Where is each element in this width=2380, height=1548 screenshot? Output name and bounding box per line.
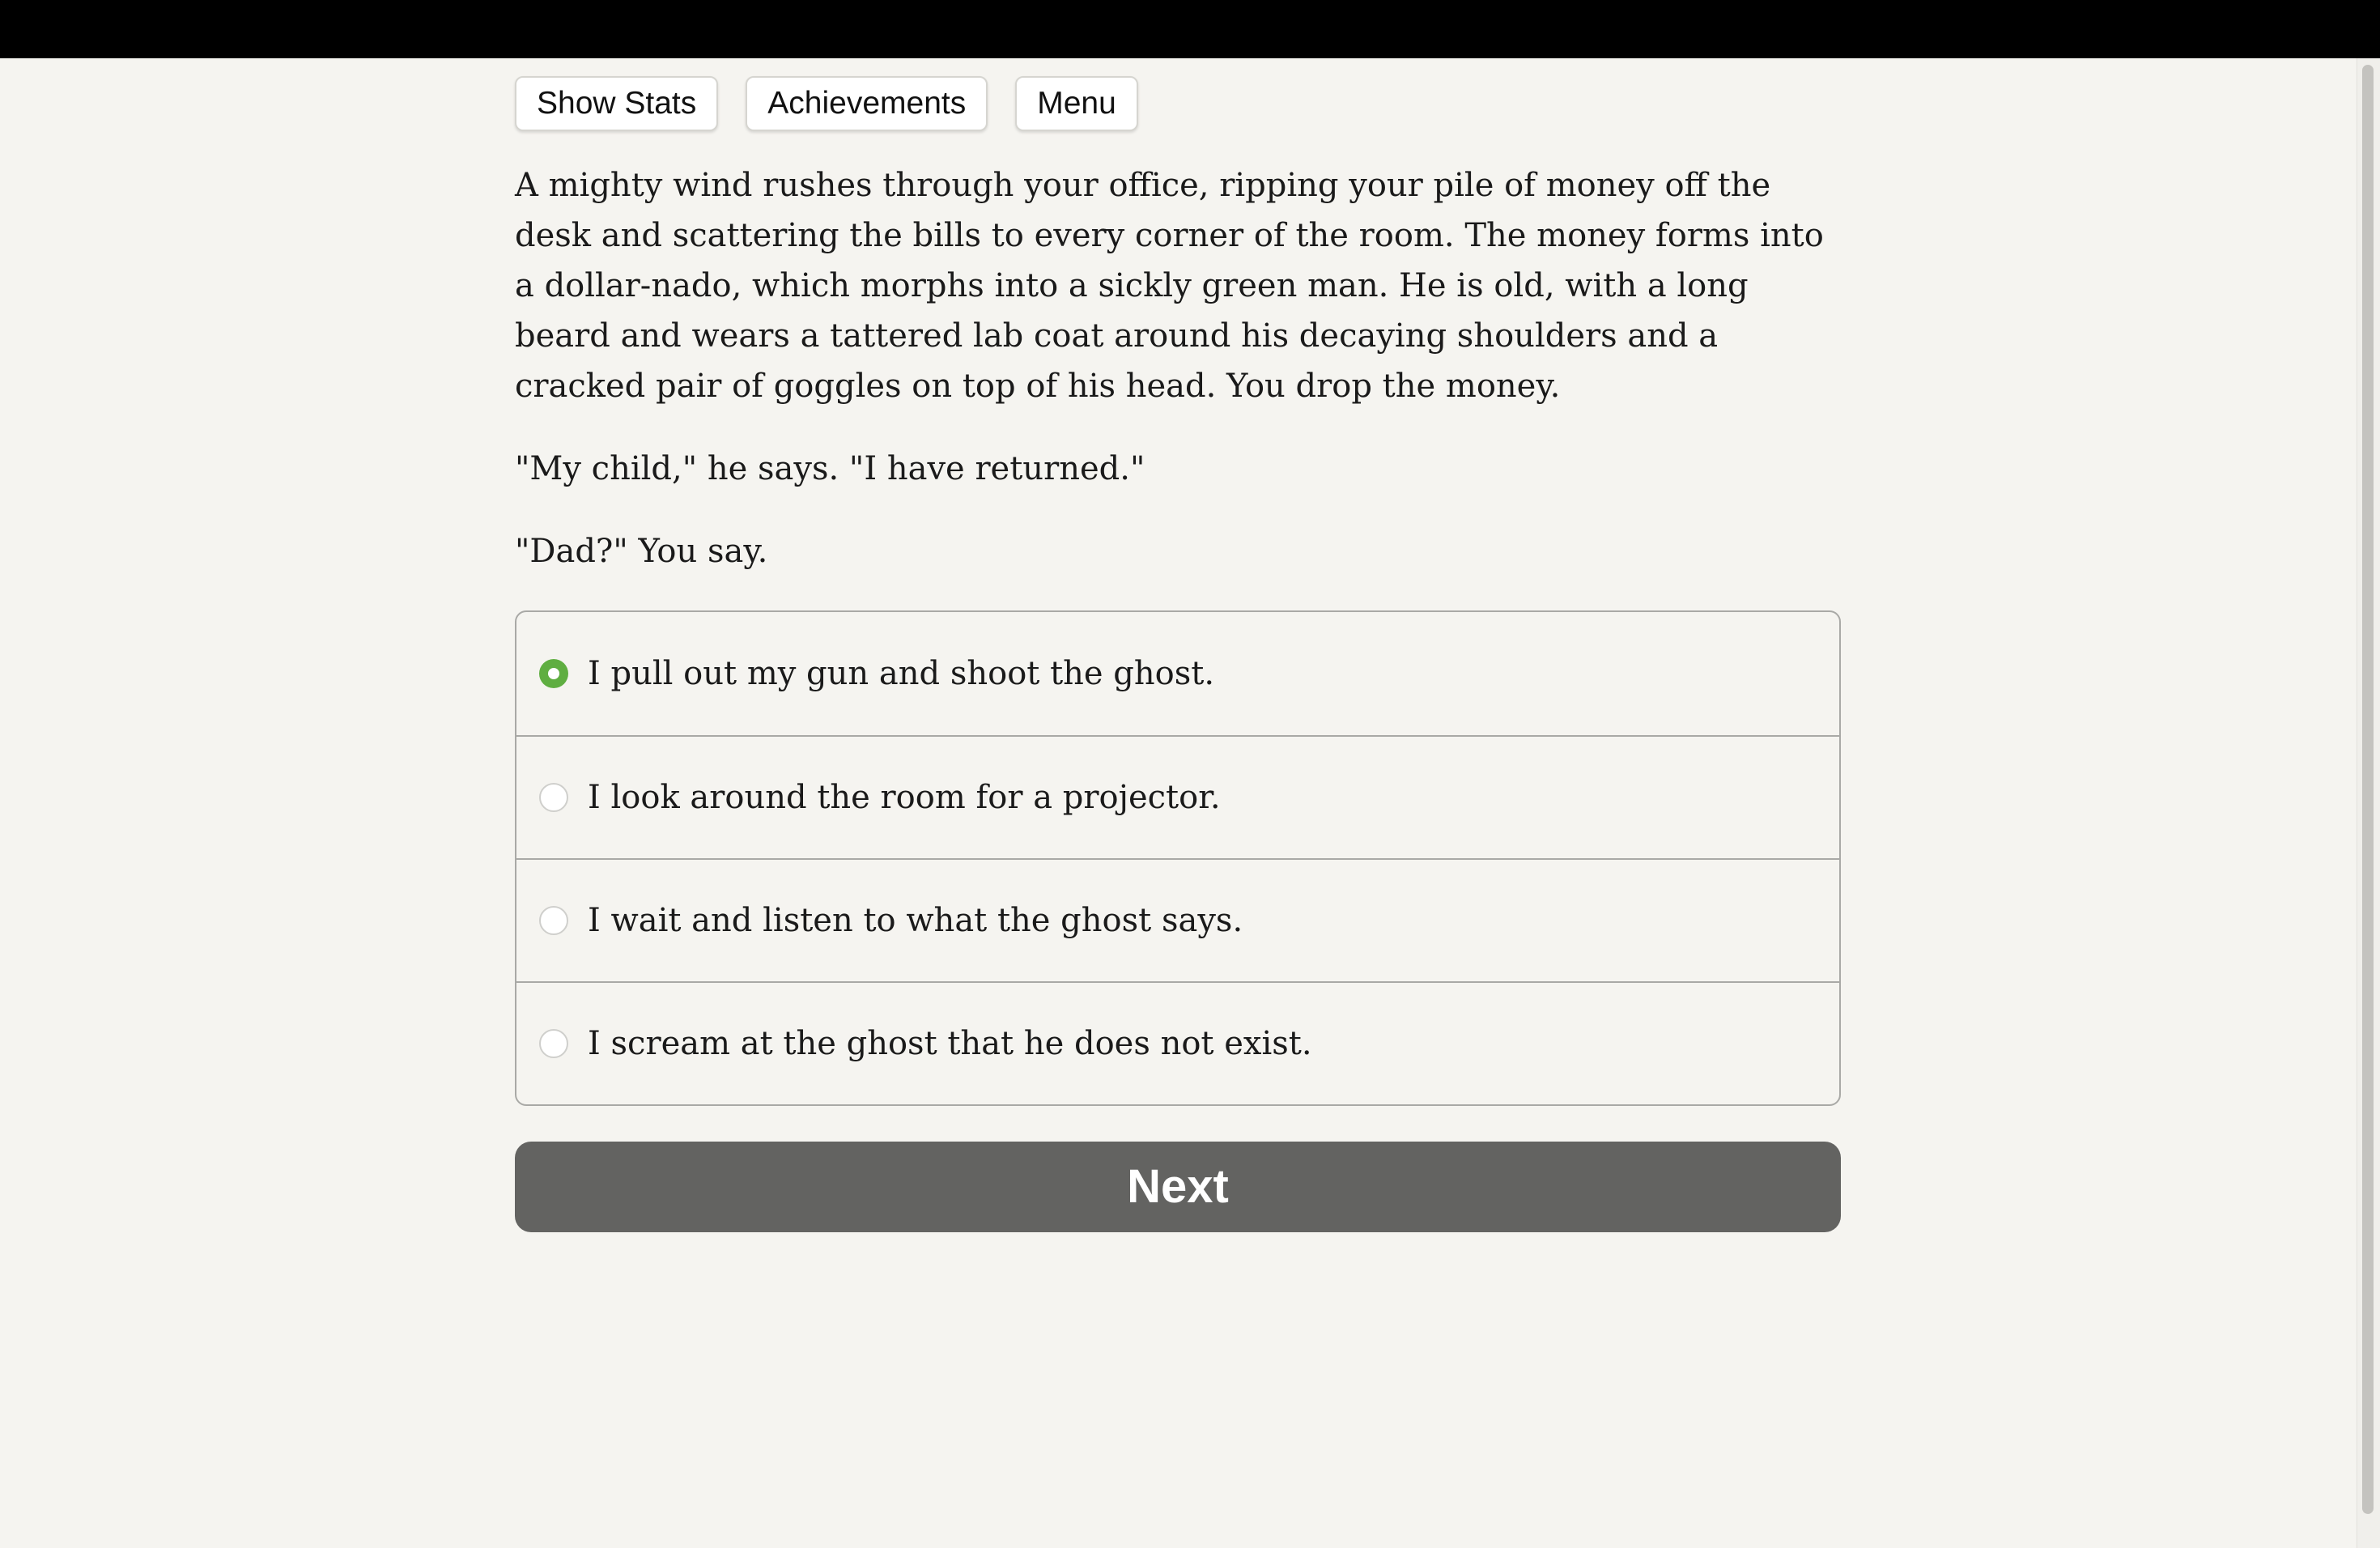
window-top-bar (0, 0, 2380, 58)
game-content (515, 76, 1841, 1232)
radio-unselected-icon[interactable] (539, 1029, 568, 1058)
menu-button[interactable]: Menu (1015, 76, 1138, 131)
achievements-button[interactable]: Achievements (746, 76, 988, 131)
next-button[interactable]: Next (515, 1142, 1841, 1232)
story-paragraph: "Dad?" You say. (515, 533, 768, 570)
choice-label: I scream at the ghost that he does not exist. (588, 1025, 1312, 1062)
radio-unselected-icon[interactable] (539, 783, 568, 812)
story-paragraph: A mighty wind rushes through your office, ripping your pile of money off the desk and scattering the bills to every corner of the room. The money forms into a dollar-nado, which morphs into a sickly green man. He is old, with a long beard and wears a tattered lab coat around his decaying shoulders and a cracked pair of goggles on top of his head. You drop the money. (515, 167, 1824, 405)
page-scrollbar[interactable] (2357, 58, 2380, 1548)
choice-option[interactable] (516, 612, 1839, 735)
choice-label: I look around the room for a projector. (588, 779, 1221, 816)
scrollbar-thumb[interactable] (2362, 65, 2374, 1514)
choice-list (515, 610, 1841, 1106)
radio-unselected-icon[interactable] (539, 906, 568, 935)
top-button-row (515, 76, 1841, 131)
choice-label: I pull out my gun and shoot the ghost. (588, 655, 1215, 692)
choice-label: I wait and listen to what the ghost says. (588, 902, 1243, 939)
show-stats-button[interactable]: Show Stats (515, 76, 718, 131)
radio-selected-icon[interactable] (539, 659, 568, 688)
choice-option[interactable] (516, 858, 1839, 981)
choice-option[interactable] (516, 735, 1839, 858)
story-paragraph: "My child," he says. "I have returned." (515, 450, 1145, 487)
choice-option[interactable] (516, 981, 1839, 1104)
